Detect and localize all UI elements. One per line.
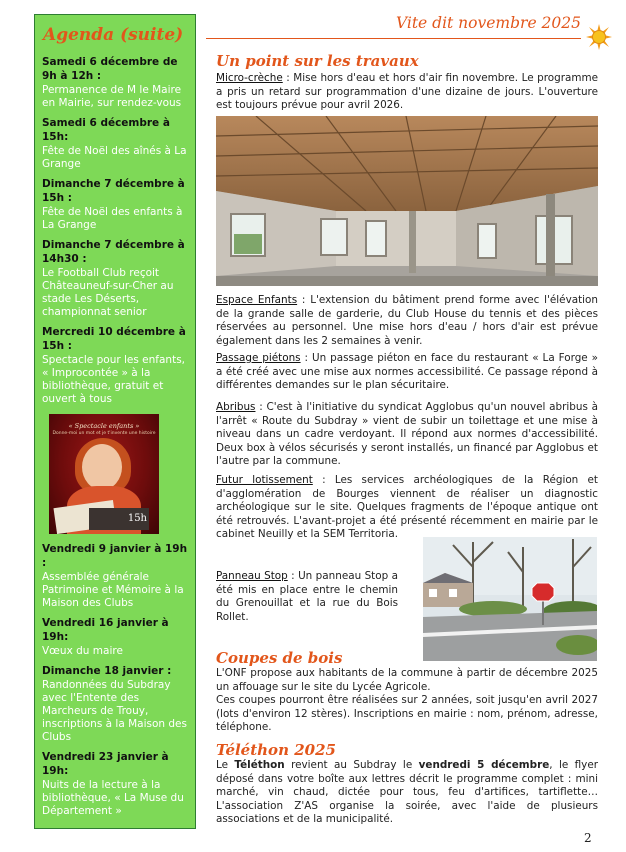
event-description: Fête de Noël des enfants à La Grange [42, 206, 183, 231]
paragraph: Ces coupes pourront être réalisées sur 2 années, soit jusqu'en avril 2027 (lots d'environ 12 stères). Inscriptions en mairie : nom, prénom, adresse, téléphone. [216, 694, 598, 734]
event-date: Vendredi 16 janvier à 19h: [42, 617, 169, 643]
event-description: Le Football Club reçoit Châteauneuf-sur-Cher au stade Les Déserts, championnat senior [42, 267, 174, 318]
item-text: : Un panneau Stop a été mis en place entre le chemin du Grenouillat et la rue du Bois Rollet. [216, 570, 398, 623]
travaux-item-passage-pietons [216, 352, 598, 393]
stop-sign-street-photo [423, 537, 597, 661]
item-text: : Mise hors d'eau et hors d'air fin novembre. Le programme a pris un retard sur programmation d'une dizaine de jours. L'ouverture est toujours prévue pour avril 2026. [216, 72, 598, 112]
event-date: Samedi 6 décembre de 9h à 12h : [42, 56, 178, 82]
agenda-sidebar [34, 14, 196, 829]
page-number: 2 [584, 831, 592, 845]
item-label: Espace Enfants [216, 294, 298, 306]
event-description: Spectacle pour les enfants, « Improcontée » à la bibliothèque, gratuit et ouvert à tous [42, 354, 186, 405]
show-poster-image [49, 414, 159, 534]
agenda-event [42, 55, 188, 110]
header-title: Vite dit novembre 2025 [395, 14, 581, 32]
agenda-event [42, 177, 188, 232]
poster-title: « Spectacle enfants » [68, 422, 140, 430]
travaux-item-espace-enfants [216, 294, 598, 348]
bois-text [216, 667, 598, 735]
event-date: Dimanche 18 janvier : [42, 665, 172, 677]
text-span: , le flyer déposé dans votre boîte aux lettres décrit le programme complet : mini marché, vin chaud, dictée pour tous, feu d'artifices, tartiflette… L'association Z'AS organise la soirée, avec l'aide de plusieurs associations et de la municipalité. [216, 759, 598, 826]
agenda-event [42, 542, 188, 610]
event-description: Assemblée générale Patrimoine et Mémoire à la Maison des Clubs [42, 571, 184, 609]
text-bold: Téléthon [234, 759, 285, 771]
agenda-event [42, 664, 188, 744]
agenda-event [42, 616, 188, 658]
event-description: Permanence de M le Maire en Mairie, sur rendez-vous [42, 84, 182, 109]
agenda-title: Agenda (suite) [43, 25, 184, 45]
event-date: Samedi 6 décembre à 15h: [42, 117, 170, 143]
item-text: : L'extension du bâtiment prend forme avec l'élévation de la grande salle de garderie, du Club House du tennis et des pièces réservées au personnel. Une mise hors d'eau / hors d'air est prévue également dans les 2 semaines à venir. [216, 294, 598, 347]
event-date: Vendredi 9 janvier à 19h : [42, 543, 188, 569]
paragraph [216, 759, 598, 827]
agenda-event [42, 325, 188, 406]
section-title-travaux: Un point sur les travaux [216, 52, 419, 70]
text-span: Le [216, 759, 235, 771]
event-description: Fête de Noël des aînés à La Grange [42, 145, 187, 170]
construction-site-photo [216, 116, 598, 286]
paragraph [216, 570, 398, 624]
paragraph: L'ONF propose aux habitants de la commune à partir de décembre 2025 un affouage sur le site du Lycée Agricole. [216, 667, 598, 693]
travaux-item-futur-lotissement [216, 474, 598, 542]
poster-badge: 15h [127, 513, 147, 524]
item-text: : Un passage piéton en face du restaurant « La Forge » a été créé avec une mise aux normes accessibilité. Ce passage répond à différentes demandes sur le plan sécuritaire. [216, 352, 598, 392]
travaux-item-abribus [216, 401, 598, 469]
page-header [206, 14, 581, 39]
paragraph [216, 294, 598, 348]
text-bold: vendredi 5 décembre [418, 759, 550, 771]
item-text: : C'est à l'initiative du syndicat Agglobus qu'un nouvel abribus à l'arrêt « Route du Subdray » vient de subir un toilettage et une mise à niveau dans un cadre verdoyant. Il répond aux normes d'accessibilité. Deux box à vélos sécurisés y seront installés, un financé par Agglobus et l'autre par la commune. [216, 401, 598, 468]
agenda-event [42, 750, 188, 818]
event-date: Dimanche 7 décembre à 14h30 : [42, 239, 185, 265]
agenda-event [42, 116, 188, 171]
main-column [216, 51, 598, 71]
paragraph [216, 72, 598, 113]
event-description: Nuits de la lecture à la bibliothèque, « La Muse du Département » [42, 779, 184, 817]
poster-face [82, 444, 122, 490]
section-telethon [216, 740, 598, 760]
event-description: Randonnées du Subdray avec l'Entente des Marcheurs de Trouy, inscriptions à la Maison des Clubs [42, 679, 187, 743]
poster-subtitle: Donne-moi un mot et je t'invente une histoire [52, 431, 156, 436]
event-date: Mercredi 10 décembre à 15h : [42, 326, 186, 352]
item-label: Panneau Stop [216, 570, 288, 582]
section-title-telethon: Téléthon 2025 [216, 741, 336, 759]
paragraph [216, 352, 598, 393]
travaux-item-micro-creche [216, 72, 598, 113]
event-date: Vendredi 23 janvier à 19h: [42, 751, 169, 777]
item-label: Micro-crèche [216, 72, 283, 84]
telethon-text [216, 759, 598, 827]
item-text: : Les services archéologiques de la Région et d'agglomération de Bourges viennent de réaliser un diagnostic archéologique sur le site. Quelques fragments de l'époque antique ont été retrouvés. L'avant-projet a été présenté récemment en mairie par le cabinet Neuilly et la SEM Territoria. [216, 474, 599, 541]
event-description: Vœux du maire [42, 645, 123, 657]
item-label: Passage piétons [216, 352, 301, 364]
text-span: revient au Subdray le [284, 759, 419, 771]
agenda-event [42, 238, 188, 319]
travaux-item-panneau-stop [216, 570, 398, 624]
paragraph [216, 474, 598, 542]
item-label: Abribus [216, 401, 256, 413]
event-date: Dimanche 7 décembre à 15h : [42, 178, 185, 204]
paragraph [216, 401, 598, 469]
section-title-bois: Coupes de bois [216, 649, 343, 667]
section-bois [216, 648, 598, 668]
item-label: Futur lotissement [216, 474, 313, 486]
sun-icon [586, 24, 612, 50]
